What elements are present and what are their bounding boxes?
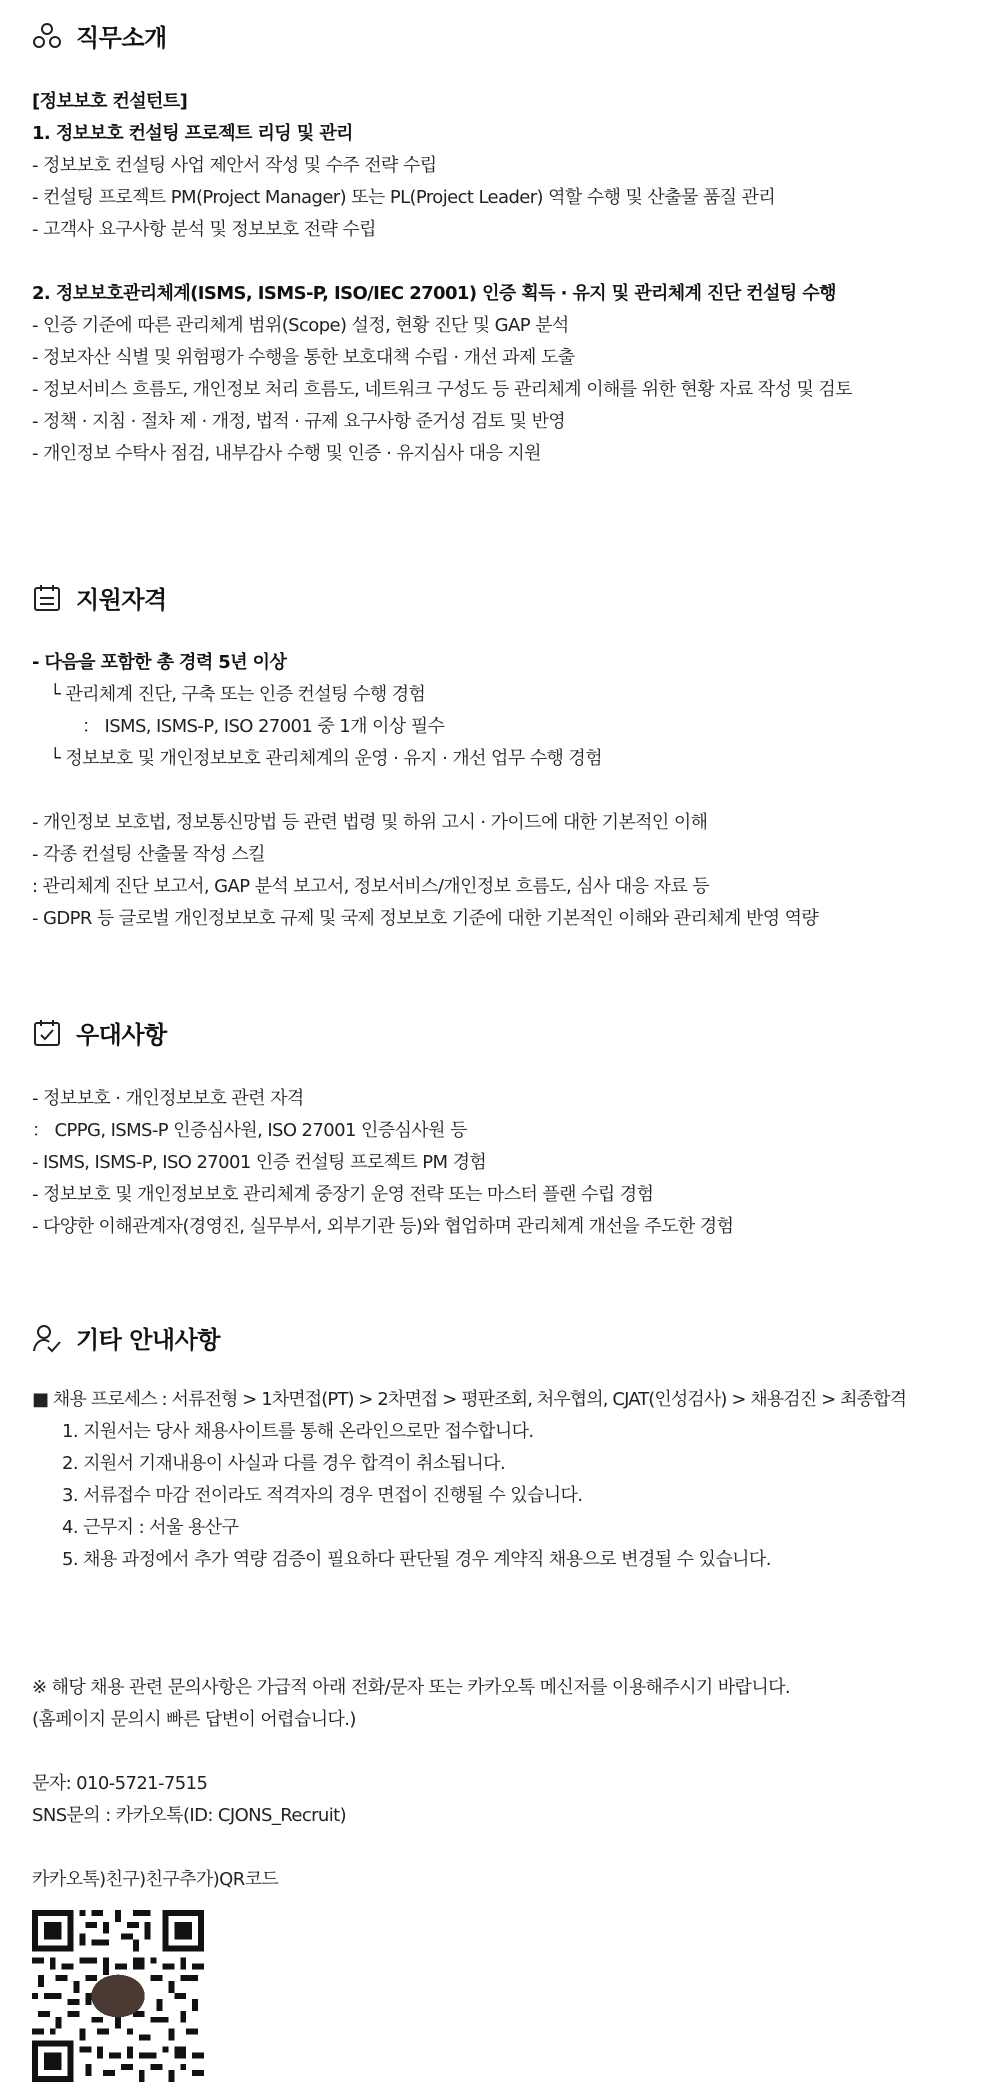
inquiry-note: ※ 해당 채용 관련 문의사항은 가급적 아래 전화/문자 또는 카카오톡 메신저를 이용해주시기 바랍니다.: [32, 1677, 791, 1698]
sns-contact: SNS문의 : 카카오톡(ID: CJONS_Recruit): [32, 1805, 347, 1826]
qual-item: - 개인정보 보호법, 정보통신망법 등 관련 법령 및 하위 고시 · 가이드에 대한 기본적인 이해: [32, 812, 708, 833]
section-title-etc: 기타 안내사항: [76, 1326, 220, 1354]
job-section-header: [32, 18, 167, 53]
job-item: - 정보자산 식별 및 위험평가 수행을 통한 보호대책 수립 · 개선 과제 도출: [32, 347, 575, 368]
job-item: - 정보서비스 흐름도, 개인정보 처리 흐름도, 네트워크 구성도 등 관리체계 이해를 위한 현황 자료 작성 및 검토: [32, 379, 852, 400]
job-item: - 정보보호 컨설팅 사업 제안서 작성 및 수주 전략 수립: [32, 155, 437, 176]
job-item: - 인증 기준에 따른 관리체계 범위(Scope) 설정, 현황 진단 및 GAP 분석: [32, 315, 569, 336]
pref-item: - 다양한 이해관계자(경영진, 실무부서, 외부기관 등)와 협업하며 관리체계 개선을 주도한 경험: [32, 1216, 734, 1237]
pref-item: - ISMS, ISMS-P, ISO 27001 인증 컨설팅 프로젝트 PM 경험: [32, 1152, 487, 1173]
qual-sub-detail: ： ISMS, ISMS-P, ISO 27001 중 1개 이상 필수: [82, 716, 445, 737]
qual-item: : 관리체계 진단 보고서, GAP 분석 보고서, 정보서비스/개인정보 흐름도, 심사 대응 자료 등: [32, 876, 710, 897]
section-title-pref: 우대사항: [76, 1021, 167, 1049]
calendar-check-icon: [32, 1018, 62, 1048]
sms-contact: 문자: 010-5721-7515: [32, 1773, 208, 1794]
job-item: - 고객사 요구사항 분석 및 정보보호 전략 수립: [32, 219, 376, 240]
qual-section-header: [32, 580, 167, 615]
pref-section-header: [32, 1015, 167, 1050]
job-item: - 정책 · 지침 · 절차 제 · 개정, 법적 · 규제 요구사항 준거성 검토 및 반영: [32, 411, 566, 432]
pref-item: - 정보보호 · 개인정보보호 관련 자격: [32, 1088, 304, 1109]
qual-item: - 각종 컨설팅 산출물 작성 스킬: [32, 844, 265, 865]
qual-item: - GDPR 등 글로벌 개인정보보호 규제 및 국제 정보보호 기준에 대한 기본적인 이해와 관리체계 반영 역량: [32, 908, 819, 929]
inquiry-note-sub: (홈페이지 문의시 빠른 답변이 어렵습니다.): [32, 1709, 356, 1730]
qr-label: 카카오톡)친구)친구추가)QR코드: [32, 1869, 279, 1890]
notice-item: 5. 채용 과정에서 추가 역량 검증이 필요하다 판단될 경우 계약직 채용으로 변경될 수 있습니다.: [62, 1549, 771, 1570]
pref-item: ： CPPG, ISMS-P 인증심사원, ISO 27001 인증심사원 등: [32, 1120, 467, 1141]
job-heading-2: 2. 정보보호관리체계(ISMS, ISMS-P, ISO/IEC 27001) 인증 획득 · 유지 및 관리체계 진단 컨설팅 수행: [32, 283, 836, 304]
notice-item: 3. 서류접수 마감 전이라도 적격자의 경우 면접이 진행될 수 있습니다.: [62, 1485, 583, 1506]
notice-item: 4. 근무지 : 서울 용산구: [62, 1517, 239, 1538]
role-title: [정보보호 컨설턴트]: [32, 91, 188, 112]
people-network-icon: [32, 21, 62, 51]
etc-section-header: [32, 1320, 220, 1355]
notice-item: 2. 지원서 기재내용이 사실과 다를 경우 합격이 취소됩니다.: [62, 1453, 506, 1474]
qual-sub-item: └ 정보보호 및 개인정보보호 관리체계의 운영 · 유지 · 개선 업무 수행 경험: [50, 748, 603, 769]
hiring-process: ■ 채용 프로세스 : 서류전형 > 1차면접(PT) > 2차면접 > 평판조회, 처우협의, CJAT(인성검사) > 채용검진 > 최종합격: [32, 1389, 907, 1410]
section-title-qual: 지원자격: [76, 586, 167, 614]
job-heading-1: 1. 정보보호 컨설팅 프로젝트 리딩 및 관리: [32, 123, 353, 144]
qual-sub-item: └ 관리체계 진단, 구축 또는 인증 컨설팅 수행 경험: [50, 684, 426, 705]
job-item: - 컨설팅 프로젝트 PM(Project Manager) 또는 PL(Project Leader) 역할 수행 및 산출물 품질 관리: [32, 187, 776, 208]
notice-item: 1. 지원서는 당사 채용사이트를 통해 온라인으로만 접수합니다.: [62, 1421, 534, 1442]
section-title-job: 직무소개: [76, 24, 167, 52]
qr-code-icon: [32, 1910, 204, 2082]
person-check-icon: [32, 1323, 62, 1353]
pref-item: - 정보보호 및 개인정보보호 관리체계 중장기 운영 전략 또는 마스터 플랜 수립 경험: [32, 1184, 654, 1205]
calendar-list-icon: [32, 583, 62, 613]
qual-main: - 다음을 포함한 총 경력 5년 이상: [32, 652, 287, 673]
job-item: - 개인정보 수탁사 점검, 내부감사 수행 및 인증 · 유지심사 대응 지원: [32, 443, 541, 464]
